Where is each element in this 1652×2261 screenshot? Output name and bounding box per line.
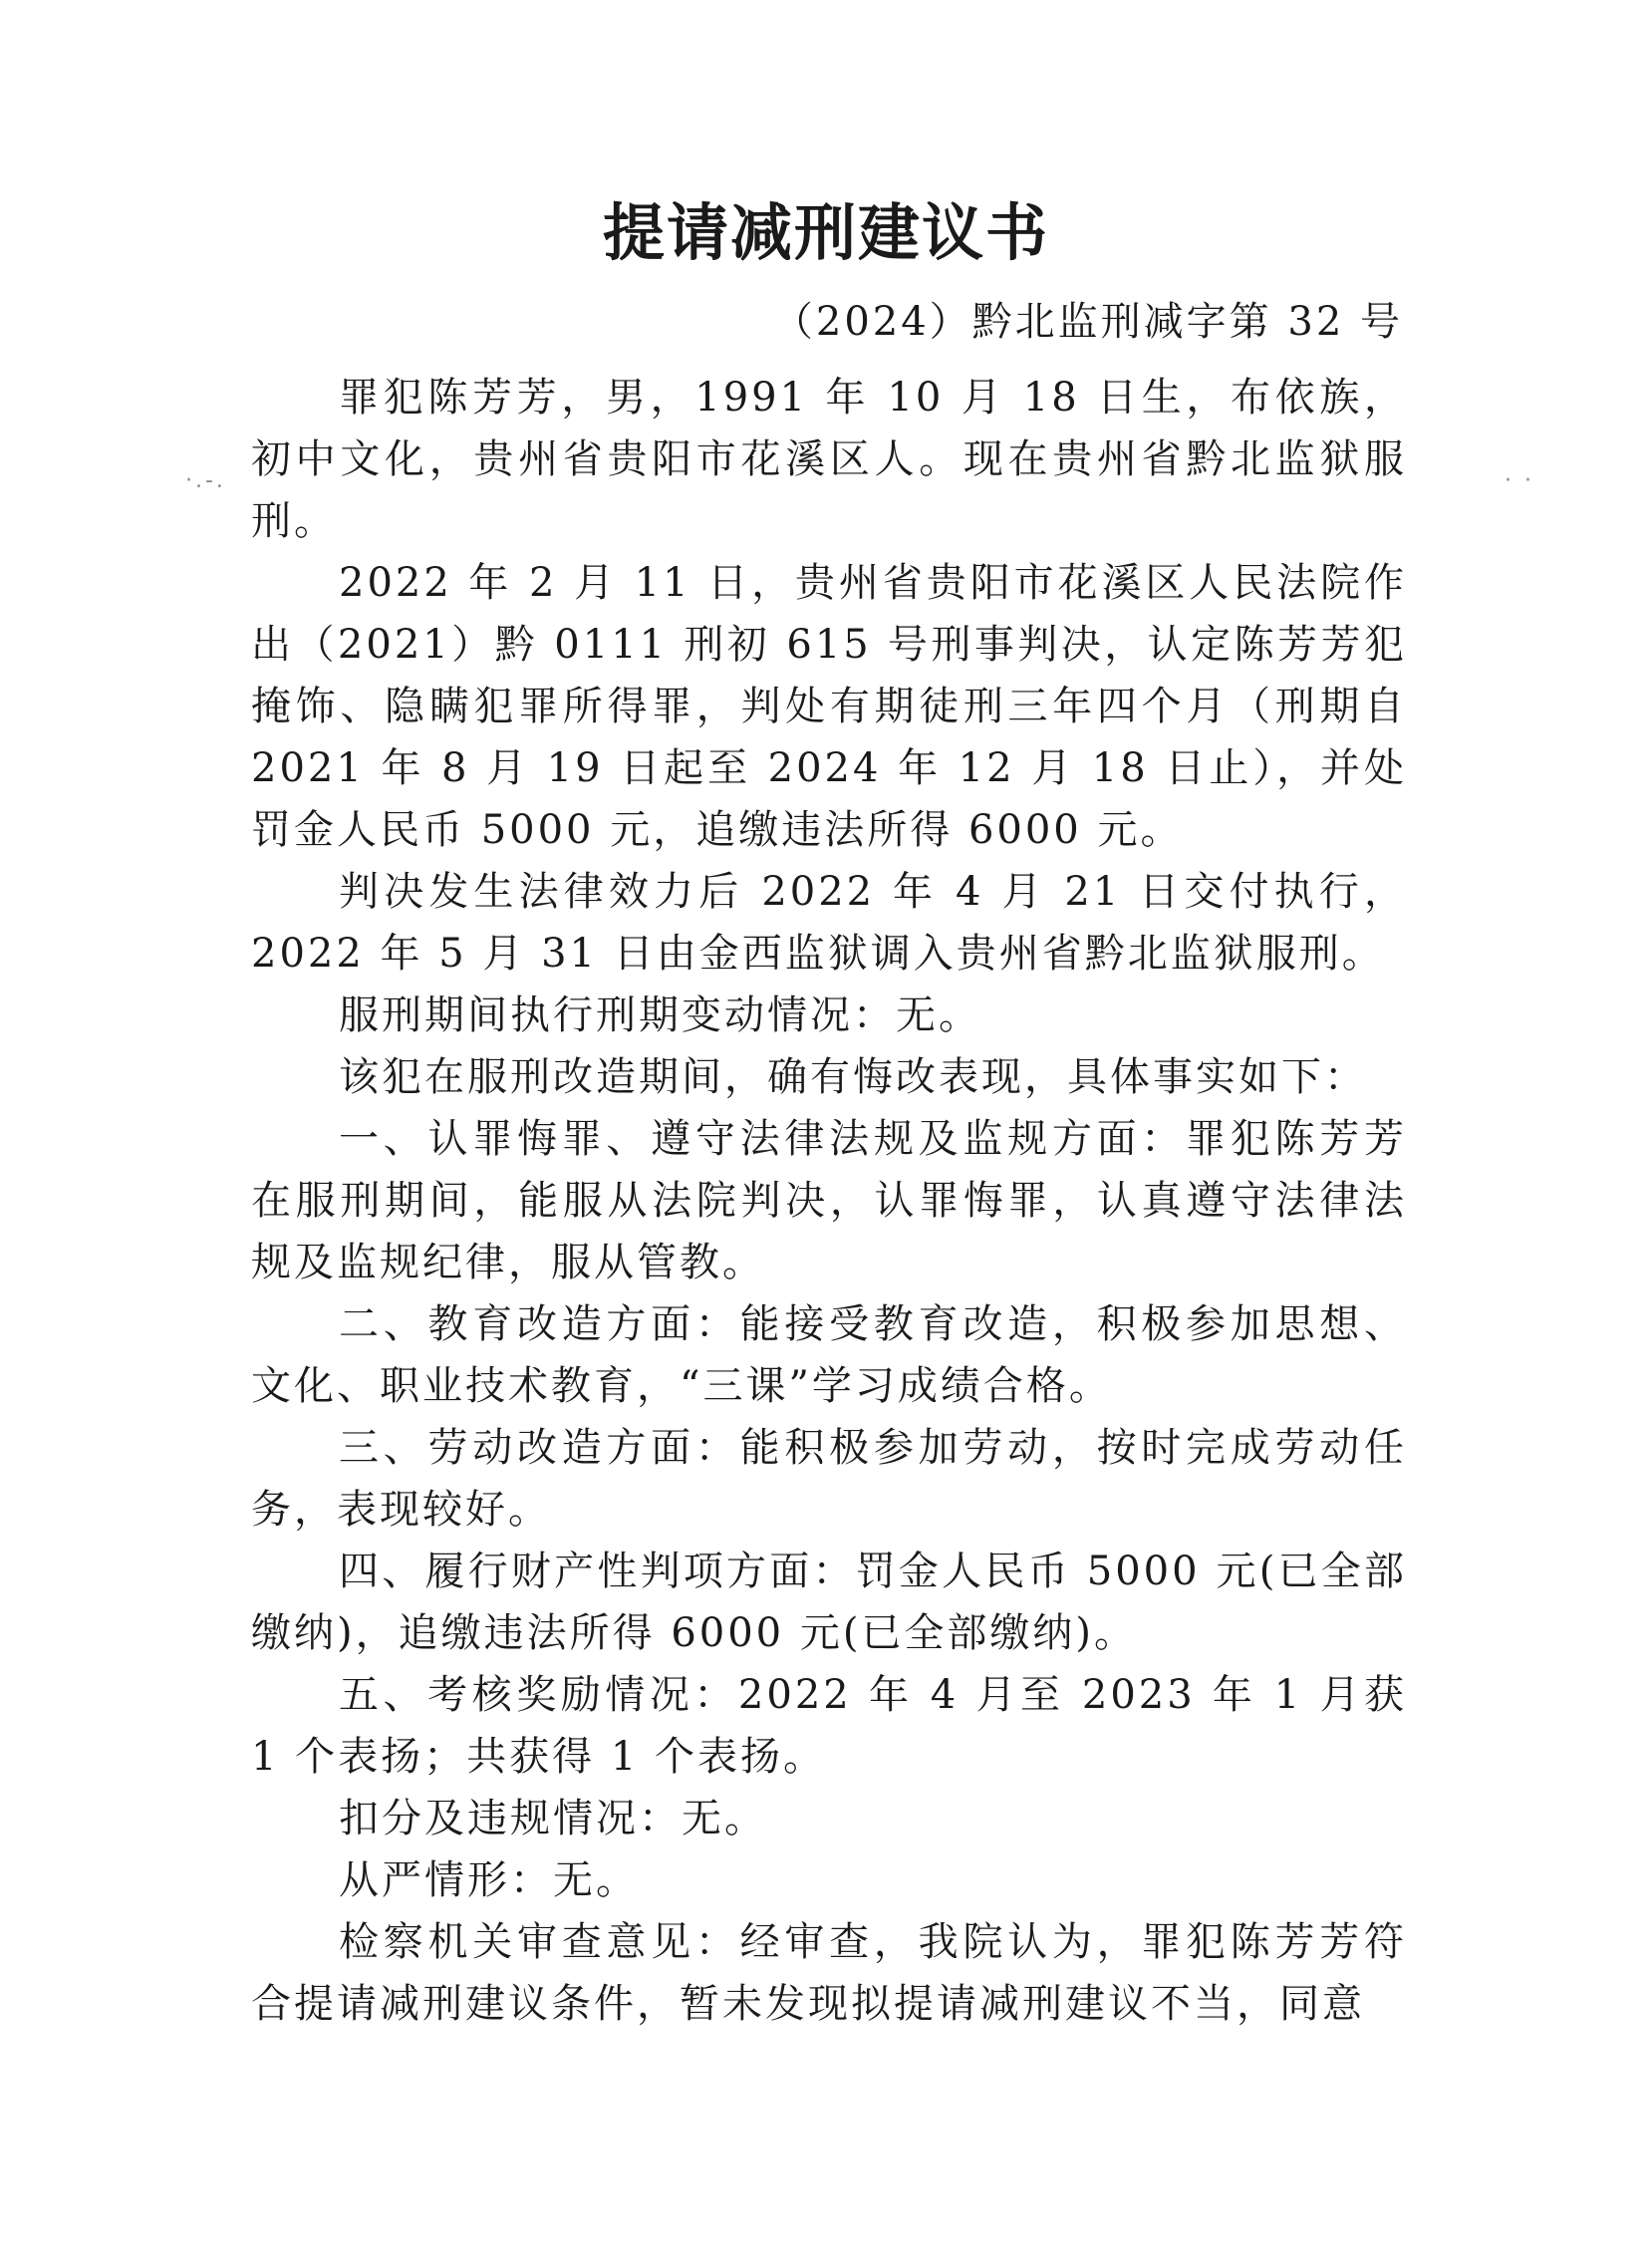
- paragraph-item-2: 二、教育改造方面：能接受教育改造，积极参加思想、文化、职业技术教育，“三课”学习成绩合格。: [251, 1301, 1407, 1409]
- paragraph-repentance: 该犯在服刑改造期间，确有悔改表现，具体事实如下：: [339, 1054, 1367, 1100]
- paragraph-violations: 扣分及违规情况：无。: [339, 1796, 767, 1841]
- document-number: （2024）黔北监刑减字第 32 号: [772, 299, 1403, 345]
- paragraph-item-1: 一、认罪悔罪、遵守法律法规及监规方面：罪犯陈芳芳在服刑期间，能服从法院判决，认罪悔罪，认真遵守法律法规及监规纪律，服从管教。: [251, 1116, 1407, 1285]
- scan-mark-right: · ·: [1505, 468, 1534, 493]
- paragraph-item-4: 四、履行财产性判项方面：罚金人民币 5000 元(已全部缴纳)，追缴违法所得 6000 元(已全部缴纳)。: [251, 1549, 1407, 1656]
- paragraph-procuratorate-opinion: 检察机关审查意见：经审查，我院认为，罪犯陈芳芳符合提请减刑建议条件，暂未发现拟提请减刑建议不当，同意: [251, 1919, 1407, 2027]
- paragraph-judgment: 2022 年 2 月 11 日，贵州省贵阳市花溪区人民法院作出（2021）黔 0111 刑初 615 号刑事判决，认定陈芳芳犯掩饰、隐瞒犯罪所得罪，判处有期徒刑三年四个月（刑期自 2021 年 8 月 19 日起至 2024 年 12 月 18 日止），并处罚金人民币 5000 元，追缴违法所得 6000 元。: [251, 560, 1407, 853]
- paragraph-item-3: 三、劳动改造方面：能积极参加劳动，按时完成劳动任务，表现较好。: [251, 1425, 1407, 1533]
- paragraph-execution: 判决发生法律效力后 2022 年 4 月 21 日交付执行，2022 年 5 月 31 日由金西监狱调入贵州省黔北监狱服刑。: [251, 869, 1407, 977]
- paragraph-strict-circumstances: 从严情形：无。: [339, 1857, 639, 1903]
- paragraph-inmate-info: 罪犯陈芳芳，男，1991 年 10 月 18 日生，布依族，初中文化，贵州省贵阳市花溪区人。现在贵州省黔北监狱服刑。: [251, 375, 1407, 544]
- document-title: 提请减刑建议书: [602, 196, 1049, 269]
- scan-mark-left: ·.-.: [185, 468, 226, 493]
- paragraph-item-5: 五、考核奖励情况：2022 年 4 月至 2023 年 1 月获 1 个表扬；共获得 1 个表扬。: [251, 1672, 1407, 1780]
- paragraph-sentence-changes: 服刑期间执行刑期变动情况：无。: [339, 992, 981, 1038]
- document-body: [251, 367, 1407, 2035]
